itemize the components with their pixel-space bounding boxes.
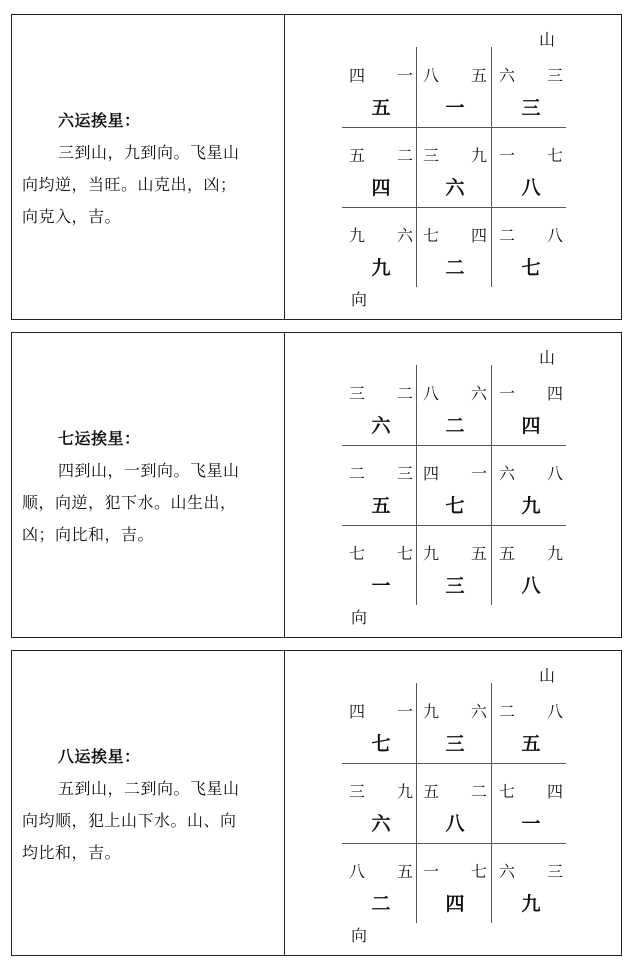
palace-cell	[417, 445, 493, 525]
palace-cell	[417, 365, 493, 445]
palace-cell	[343, 683, 419, 763]
facing-star: 九	[546, 544, 563, 563]
period-star: 八	[521, 575, 541, 597]
facing-star: 七	[470, 862, 487, 881]
mountain-label: 山	[539, 30, 556, 49]
description-column	[12, 651, 285, 955]
facing-label: 向	[351, 608, 368, 627]
facing-label: 向	[351, 926, 368, 945]
palace-cell	[343, 207, 419, 287]
period-star: 七	[371, 733, 391, 755]
period-star: 一	[445, 97, 465, 119]
description-line: 向克入，吉。	[22, 207, 122, 226]
period-star: 五	[371, 97, 391, 119]
palace-cell	[417, 47, 493, 127]
palace-cell	[343, 365, 419, 445]
mountain-star: 三	[349, 782, 366, 801]
palace-cell	[343, 525, 419, 605]
flying-star-grid	[285, 15, 623, 319]
mountain-star: 四	[423, 464, 440, 483]
facing-star: 五	[470, 544, 487, 563]
palace-cell	[417, 843, 493, 923]
description-line: 均比和，吉。	[22, 843, 122, 862]
facing-star: 一	[396, 66, 413, 85]
description-column	[12, 333, 285, 637]
chart-panel	[11, 650, 622, 956]
period-star: 五	[521, 733, 541, 755]
period-star: 七	[445, 495, 465, 517]
palace-cell	[417, 207, 493, 287]
palace-cell	[493, 683, 569, 763]
palace-cell	[343, 47, 419, 127]
mountain-star: 三	[349, 384, 366, 403]
description-column	[12, 15, 285, 319]
period-star: 八	[521, 177, 541, 199]
period-star: 四	[445, 893, 465, 915]
mountain-star: 五	[349, 146, 366, 165]
period-star: 七	[521, 257, 541, 279]
period-star: 六	[371, 813, 391, 835]
palace-cell	[493, 127, 569, 207]
facing-star: 二	[396, 146, 413, 165]
period-star: 一	[371, 575, 391, 597]
period-star: 四	[521, 415, 541, 437]
period-star: 二	[445, 415, 465, 437]
chart-panel	[11, 14, 622, 320]
palace-cell	[493, 843, 569, 923]
period-star: 二	[445, 257, 465, 279]
palace-cell	[343, 843, 419, 923]
mountain-star: 四	[349, 702, 366, 721]
palace-cell	[493, 47, 569, 127]
mountain-star: 九	[423, 544, 440, 563]
period-star: 四	[371, 177, 391, 199]
palace-cell	[417, 763, 493, 843]
palace-cell	[343, 445, 419, 525]
period-star: 九	[521, 495, 541, 517]
description-line: 四到山，一到向。飞星山	[58, 461, 240, 480]
palace-cell	[493, 445, 569, 525]
palace-cell	[417, 525, 493, 605]
description-text	[22, 741, 278, 869]
mountain-star: 一	[499, 146, 516, 165]
palace-cell	[493, 763, 569, 843]
facing-star: 四	[546, 782, 563, 801]
mountain-label: 山	[539, 348, 556, 367]
palace-cell	[493, 525, 569, 605]
mountain-label: 山	[539, 666, 556, 685]
period-star: 六	[371, 415, 391, 437]
facing-star: 二	[470, 782, 487, 801]
facing-star: 八	[546, 702, 563, 721]
facing-star: 三	[546, 862, 563, 881]
description-line: 三到山，九到向。飞星山	[58, 143, 240, 162]
mountain-star: 二	[349, 464, 366, 483]
mountain-star: 七	[499, 782, 516, 801]
palace-cell	[493, 365, 569, 445]
description-text	[22, 105, 278, 233]
mountain-star: 五	[499, 544, 516, 563]
facing-star: 六	[470, 702, 487, 721]
chart-panel	[11, 332, 622, 638]
facing-star: 六	[396, 226, 413, 245]
flying-star-grid	[285, 651, 623, 955]
description-line: 五到山，二到向。飞星山	[58, 779, 240, 798]
period-star: 九	[371, 257, 391, 279]
facing-star: 五	[470, 66, 487, 85]
facing-star: 六	[470, 384, 487, 403]
facing-star: 九	[470, 146, 487, 165]
facing-label: 向	[351, 290, 368, 309]
mountain-star: 八	[423, 384, 440, 403]
period-star: 六	[445, 177, 465, 199]
mountain-star: 七	[349, 544, 366, 563]
facing-star: 七	[396, 544, 413, 563]
period-star: 三	[521, 97, 541, 119]
palace-cell	[417, 127, 493, 207]
facing-star: 一	[470, 464, 487, 483]
mountain-star: 五	[423, 782, 440, 801]
palace-cell	[493, 207, 569, 287]
mountain-star: 一	[499, 384, 516, 403]
period-star: 八	[445, 813, 465, 835]
period-star: 五	[371, 495, 391, 517]
period-title: 八运挨星：	[58, 747, 141, 766]
flying-star-grid	[285, 333, 623, 637]
facing-star: 三	[546, 66, 563, 85]
mountain-star: 三	[423, 146, 440, 165]
mountain-star: 六	[499, 464, 516, 483]
period-title: 六运挨星：	[58, 111, 141, 130]
mountain-star: 九	[423, 702, 440, 721]
period-star: 三	[445, 733, 465, 755]
facing-star: 八	[546, 226, 563, 245]
period-title: 七运挨星：	[58, 429, 141, 448]
facing-star: 四	[546, 384, 563, 403]
description-line: 凶；向比和，吉。	[22, 525, 155, 544]
facing-star: 一	[396, 702, 413, 721]
facing-star: 八	[546, 464, 563, 483]
mountain-star: 四	[349, 66, 366, 85]
description-line: 顺，向逆，犯下水。山生出，	[22, 493, 237, 512]
period-star: 一	[521, 813, 541, 835]
facing-star: 二	[396, 384, 413, 403]
mountain-star: 一	[423, 862, 440, 881]
facing-star: 四	[470, 226, 487, 245]
mountain-star: 七	[423, 226, 440, 245]
mountain-star: 九	[349, 226, 366, 245]
period-star: 三	[445, 575, 465, 597]
description-text	[22, 423, 278, 551]
palace-cell	[343, 763, 419, 843]
mountain-star: 二	[499, 702, 516, 721]
mountain-star: 八	[349, 862, 366, 881]
period-star: 九	[521, 893, 541, 915]
palace-cell	[343, 127, 419, 207]
mountain-star: 六	[499, 862, 516, 881]
facing-star: 九	[396, 782, 413, 801]
mountain-star: 二	[499, 226, 516, 245]
description-line: 向均逆，当旺。山克出，凶；	[22, 175, 237, 194]
facing-star: 五	[396, 862, 413, 881]
facing-star: 七	[546, 146, 563, 165]
mountain-star: 八	[423, 66, 440, 85]
mountain-star: 六	[499, 66, 516, 85]
palace-cell	[417, 683, 493, 763]
facing-star: 三	[396, 464, 413, 483]
period-star: 二	[371, 893, 391, 915]
description-line: 向均顺，犯上山下水。山、向	[22, 811, 237, 830]
